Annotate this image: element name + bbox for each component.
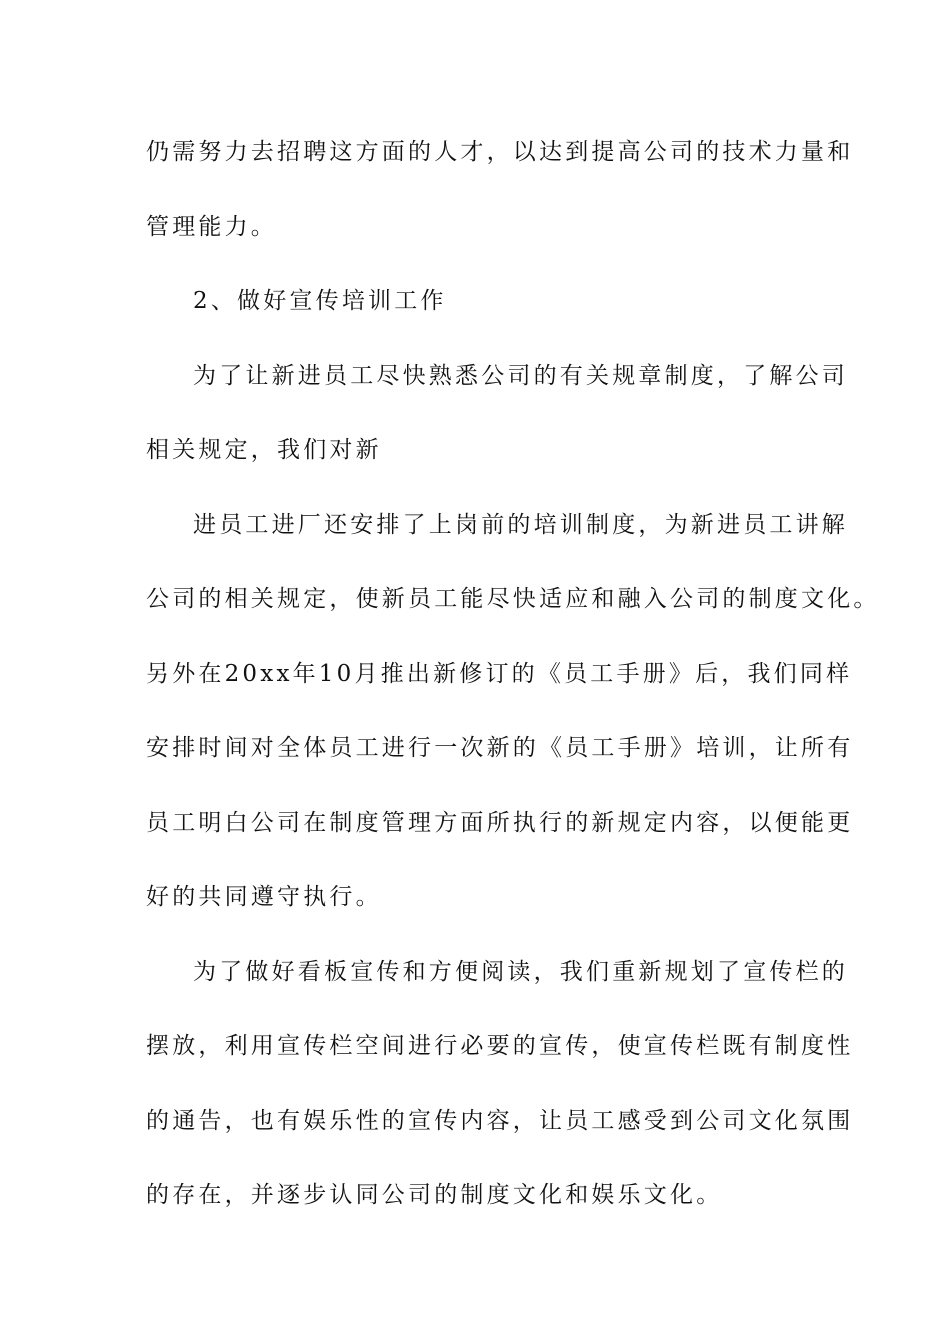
body-text-line: 好的共同遵守执行。	[146, 884, 382, 910]
paragraph-first-line: 进员工进厂还安排了上岗前的培训制度，为新进员工讲解	[193, 512, 848, 538]
body-text-line: 的通告，也有娱乐性的宣传内容，让员工感受到公司文化氛围	[146, 1108, 854, 1134]
body-text-line: 相关规定，我们对新	[146, 437, 382, 463]
body-text-line: 员工明白公司在制度管理方面所执行的新规定内容，以便能更	[146, 810, 854, 836]
paragraph-first-line: 为了做好看板宣传和方便阅读，我们重新规划了宣传栏的	[193, 959, 848, 985]
paragraph-first-line: 为了让新进员工尽快熟悉公司的有关规章制度，了解公司	[193, 363, 848, 389]
body-text-line: 仍需努力去招聘这方面的人才，以达到提高公司的技术力量和	[146, 139, 854, 165]
body-text-line: 管理能力。	[146, 214, 277, 240]
body-text-line: 另外在20xx年10月推出新修订的《员工手册》后，我们同样	[146, 661, 853, 687]
body-text-line: 安排时间对全体员工进行一次新的《员工手册》培训，让所有	[146, 735, 854, 761]
section-heading: 2、做好宣传培训工作	[193, 288, 447, 314]
body-text-line: 的存在，并逐步认同公司的制度文化和娱乐文化。	[146, 1182, 723, 1208]
body-text-line: 摆放，利用宣传栏空间进行必要的宣传，使宣传栏既有制度性	[146, 1033, 854, 1059]
body-text-line: 公司的相关规定，使新员工能尽快适应和融入公司的制度文化。	[146, 586, 880, 612]
